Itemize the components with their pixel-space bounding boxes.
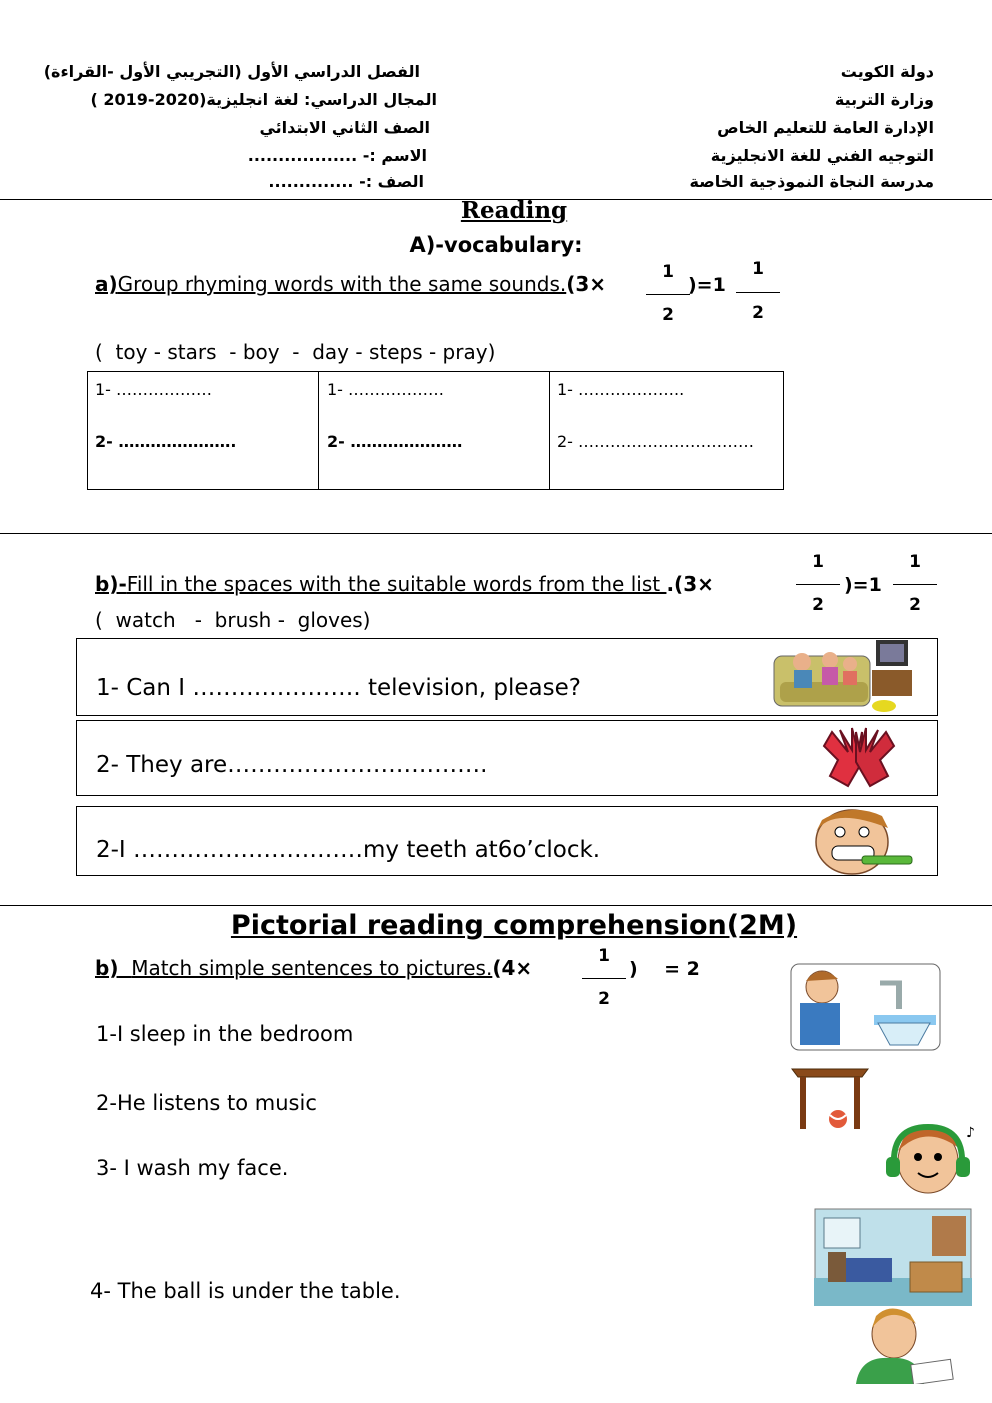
part-b-score: )=1 [844, 574, 882, 596]
part-b-fraction-2: 1 2 [893, 552, 937, 615]
brushing-teeth-icon [802, 806, 914, 876]
header-left-line-3: الصف الثاني الابتدائي [259, 118, 430, 137]
class-field[interactable]: الصف :- .............. [268, 172, 424, 191]
pictorial-score: ) = 2 [629, 958, 700, 980]
divider [0, 905, 992, 906]
section-title: Reading [460, 197, 568, 224]
match-sentence-4: 4- The ball is under the table. [90, 1279, 401, 1303]
divider [0, 533, 992, 534]
table-ball-icon[interactable] [788, 1063, 872, 1133]
rhyme-cell[interactable]: 1- ……………….. [557, 380, 685, 399]
part-a-fraction-1: 1 2 [646, 262, 690, 325]
pictorial-fraction: 1 2 [582, 946, 626, 1009]
match-sentence-2: 2-He listens to music [96, 1091, 317, 1115]
tv-family-icon [772, 636, 914, 714]
header-left-line-1: الفصل الدراسي الأول (التجريبي الأول -القراءة) [43, 62, 420, 81]
rhyme-cell[interactable]: 1- ……………… [95, 380, 213, 399]
header-right-line-3: الإدارة العامة للتعليم الخاص [717, 118, 934, 137]
part-a-fraction-2: 1 2 [736, 259, 780, 323]
part-b-instruction: b)-Fill in the spaces with the suitable words from the list .(3× [95, 572, 714, 596]
part-a-score: )=1 [688, 274, 726, 296]
fill-sentence-3[interactable]: 2-I …………………………my teeth at6o’clock. [96, 837, 601, 863]
rhyme-cell[interactable]: 2- ………………… [327, 432, 463, 451]
name-field[interactable]: الاسم :- .................. [247, 146, 427, 165]
rhyme-cell[interactable]: 2- …………………………… [557, 432, 755, 451]
vocab-title: A)-vocabulary: [409, 233, 583, 257]
washing-face-icon[interactable] [790, 963, 941, 1051]
rhyme-cell[interactable]: 2- …………………. [95, 432, 237, 451]
music-listener-icon[interactable] [878, 1121, 984, 1205]
fill-sentence-2[interactable]: 2- They are……………………………. [96, 752, 488, 778]
part-b-fraction-1: 1 2 [796, 552, 840, 615]
header-right-line-4: التوجيه الفني للغة الانجليزية [710, 146, 934, 165]
match-sentence-1: 1-I sleep in the bedroom [96, 1022, 354, 1046]
header-right-line-5: مدرسة النجاة النموذجية الخاصة [689, 172, 934, 191]
gloves-icon [818, 722, 900, 792]
pictorial-instruction: b) Match simple sentences to pictures.(4× [95, 956, 533, 980]
fill-sentence-1[interactable]: 1- Can I …………………. television, please? [96, 675, 581, 701]
header-right-line-1: دولة الكويت [840, 62, 934, 81]
svg-text:♪: ♪ [966, 1125, 975, 1141]
bedroom-icon[interactable] [814, 1208, 972, 1306]
pictorial-title: Pictorial reading comprehension(2M) [230, 910, 798, 941]
header-right-line-2: وزارة التربية [834, 90, 934, 109]
writing-boy-icon[interactable] [850, 1306, 956, 1384]
part-a-instruction: a)Group rhyming words with the same sounds.(3× [95, 272, 607, 296]
part-b-word-list: ( watch - brush - gloves) [95, 608, 371, 632]
header-left-line-2: المجال الدراسي: لغة انجليزية(2020-2019 ) [90, 90, 437, 109]
part-a-word-list: ( toy - stars - boy - day - steps - pray) [95, 340, 496, 364]
rhyme-cell[interactable]: 1- ……………… [327, 380, 445, 399]
match-sentence-3: 3- I wash my face. [96, 1156, 289, 1180]
